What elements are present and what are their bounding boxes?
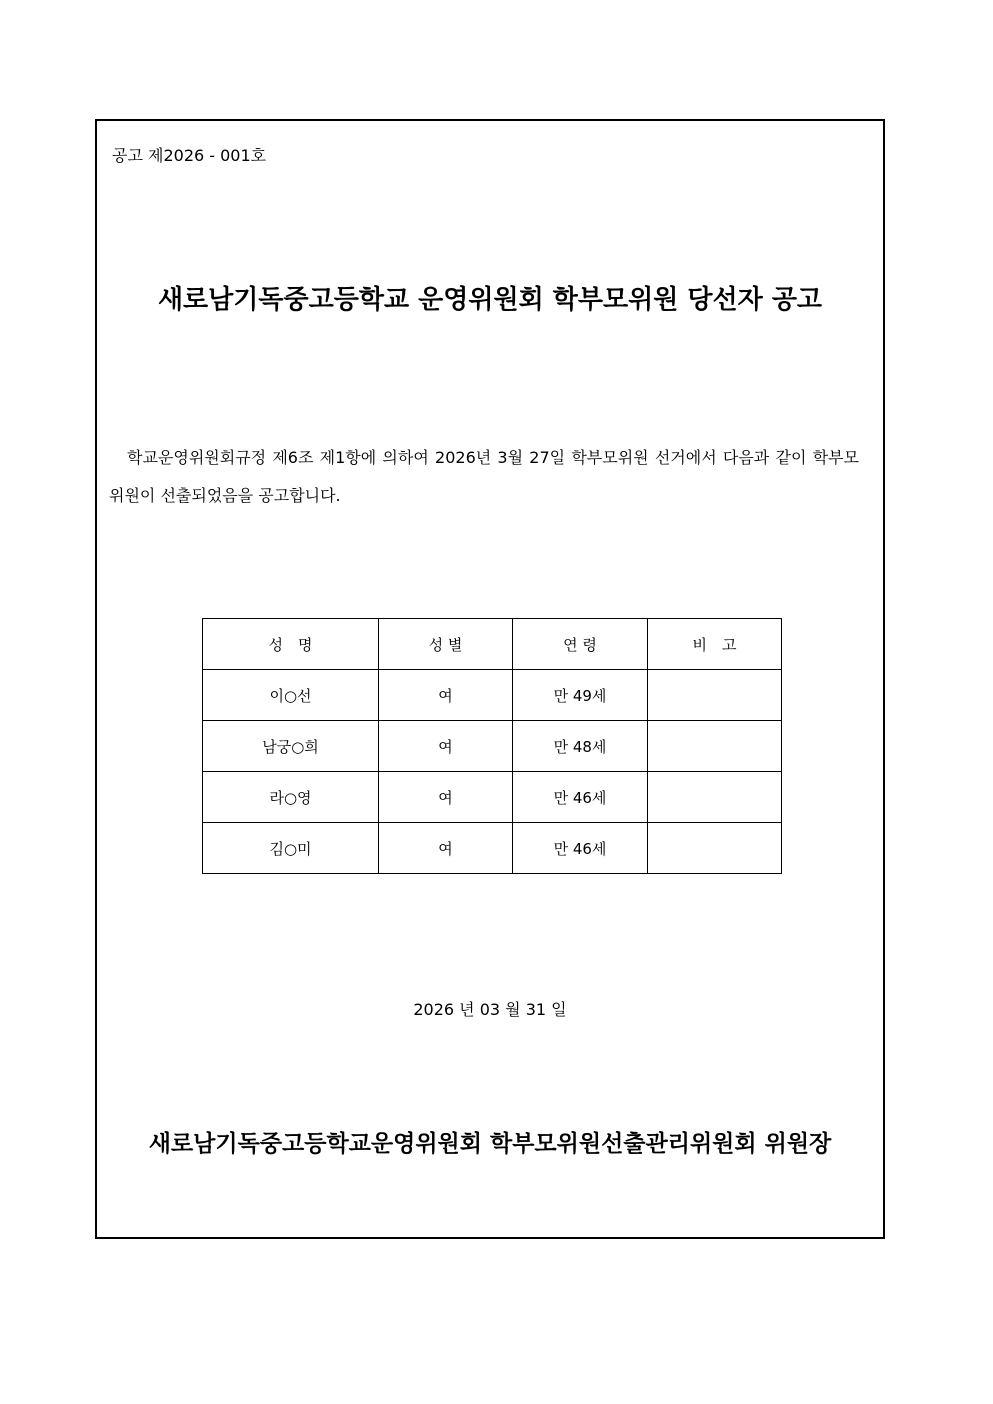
notice-date: 2026 년 03 월 31 일 xyxy=(413,1000,567,1019)
body-paragraph: 학교운영위원회규정 제6조 제1항에 의하여 2026년 3월 27일 학부모위원 선거에서 다음과 같이 학부모위원이 선출되었음을 공고합니다. xyxy=(109,448,859,505)
elected-members-table xyxy=(202,618,782,874)
cell-gender: 여 xyxy=(379,772,513,823)
cell-gender: 여 xyxy=(379,670,513,721)
table-row xyxy=(203,823,782,874)
table-row xyxy=(203,670,782,721)
notice-number: 공고 제2026 - 001호 xyxy=(112,146,267,165)
header-age: 연 령 xyxy=(513,619,648,670)
cell-name: 김○미 xyxy=(203,823,379,874)
header-note: 비 고 xyxy=(648,619,782,670)
cell-name: 남궁○희 xyxy=(203,721,379,772)
cell-name: 이○선 xyxy=(203,670,379,721)
document-title: 새로남기독중고등학교 운영위원회 학부모위원 당선자 공고 xyxy=(157,285,823,315)
cell-age: 만 46세 xyxy=(513,772,648,823)
header-gender: 성 별 xyxy=(379,619,513,670)
cell-note xyxy=(648,670,782,721)
header-name: 성 명 xyxy=(203,619,379,670)
cell-gender: 여 xyxy=(379,721,513,772)
cell-note xyxy=(648,823,782,874)
table-row xyxy=(203,772,782,823)
cell-note xyxy=(648,721,782,772)
cell-name: 라○영 xyxy=(203,772,379,823)
cell-age: 만 46세 xyxy=(513,823,648,874)
cell-note xyxy=(648,772,782,823)
cell-age: 만 48세 xyxy=(513,721,648,772)
table-row xyxy=(203,721,782,772)
document-frame xyxy=(95,119,885,1239)
table-header-row xyxy=(203,619,782,670)
signer-title: 새로남기독중고등학교운영위원회 학부모위원선출관리위원회 위원장 xyxy=(148,1131,832,1157)
cell-age: 만 49세 xyxy=(513,670,648,721)
cell-gender: 여 xyxy=(379,823,513,874)
